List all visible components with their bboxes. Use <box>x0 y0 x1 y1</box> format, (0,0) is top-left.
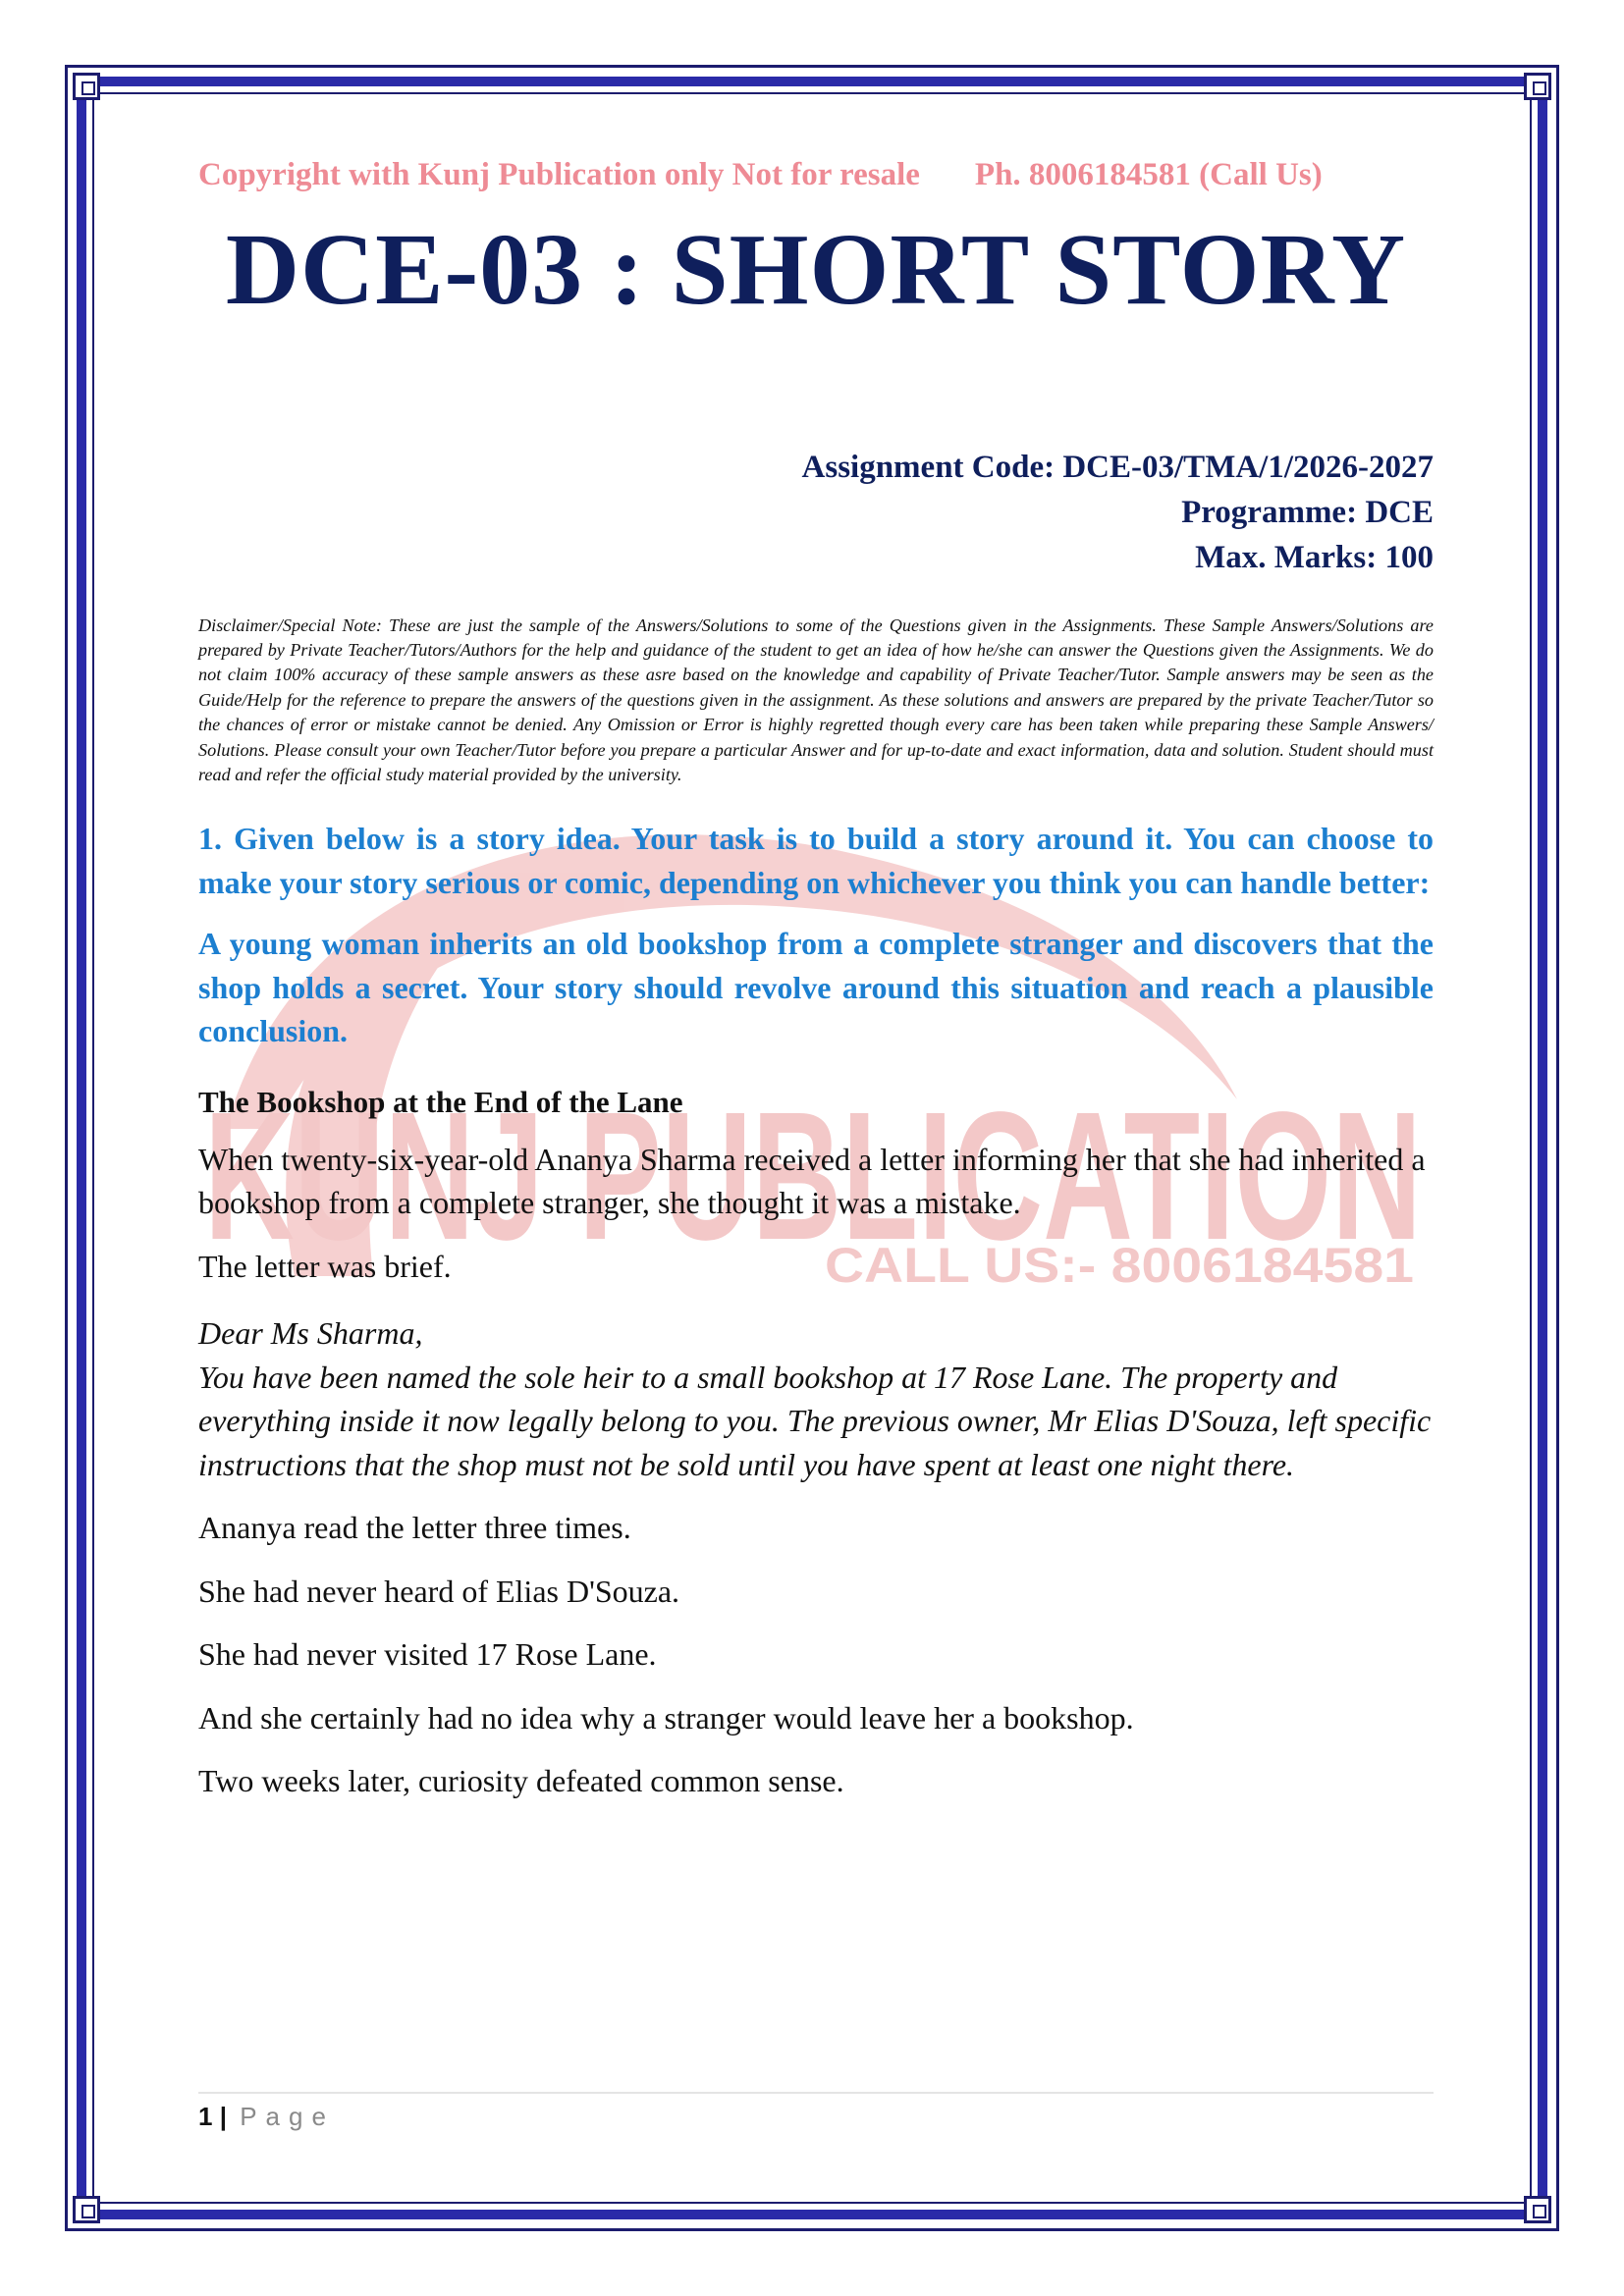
letter-salutation: Dear Ms Sharma, <box>198 1315 423 1352</box>
letter-body: You have been named the sole heir to a small bookshop at 17 Rose Lane. The property and everything inside it now legally belong to you. The previous owner, Mr Elias D'Souza, left specific instructions that the shop must not be sold until you have spent at least one night there. <box>198 1359 1432 1482</box>
page-label: Page <box>240 2102 335 2131</box>
story-title: The Bookshop at the End of the Lane <box>198 1084 683 1119</box>
corner-ornament-bottom-left <box>73 2196 100 2223</box>
footer-separator: | <box>219 2102 227 2131</box>
page-footer <box>198 2102 335 2132</box>
story-paragraph: When twenty-six-year-old Ananya Sharma received a letter informing her that she had inherited a bookshop from a complete stranger, she thought it was a mistake. <box>198 1141 1426 1221</box>
watermark-call-text: CALL US:- 8006184581 <box>825 1238 1414 1293</box>
phone-text: Ph. 8006184581 (Call Us) <box>974 157 1323 192</box>
programme: Programme: DCE <box>1181 494 1434 530</box>
assignment-code: Assignment Code: DCE-03/TMA/1/2026-2027 <box>801 449 1434 485</box>
story-paragraph: She had never heard of Elias D'Souza. <box>198 1573 680 1609</box>
question-story-idea: A young woman inherits an old bookshop from a complete stranger and discovers that the shop holds a secret. Your story should revolve around this situation and reach a plausible conclusion. <box>198 926 1434 1049</box>
question-prompt: 1. Given below is a story idea. Your task is to build a story around it. You can choose to make your story serious or comic, depending on whichever you think you can handle better: <box>198 821 1434 900</box>
max-marks: Max. Marks: 100 <box>1195 539 1434 575</box>
copyright-text: Copyright with Kunj Publication only Not for resale <box>198 157 920 192</box>
corner-ornament-top-right <box>1524 73 1551 100</box>
footer-divider <box>198 2092 1434 2094</box>
copyright-line <box>198 157 1434 193</box>
page-content <box>198 157 1434 1803</box>
corner-ornament-top-left <box>73 73 100 100</box>
story-paragraph: And she certainly had no idea why a stranger would leave her a bookshop. <box>198 1699 1134 1735</box>
disclaimer-note: Disclaimer/Special Note: These are just the sample of the Answers/Solutions to some of the Questions given in the Assignments. These Sample Answers/Solutions are prepared by Private Teacher/Tutors/Authors for the help and guidance of the student to get an idea of how he/she can answer the Questions given the Assignments. We do not claim 100% accuracy of these sample answers as these asre based on the knowledge and capability of Private Teacher/Tutor. Sample answers may be seen as the Guide/Help for the reference to prepare the answers of the questions given in the assignment. As these solutions and answers are prepared by the private Teacher/Tutor so the chances of error or mistake cannot be denied. Any Omission or Error is highly regretted though every care has been taken while preparing these Sample Answers/ Solutions. Please consult your own Teacher/Tutor before you prepare a particular Answer and for up-to-date and exact information, data and solution. Student should must read and refer the official study material provided by the university. <box>198 614 1434 785</box>
document-title: DCE-03 : SHORT STORY <box>225 213 1407 326</box>
page-number: 1 <box>198 2102 213 2131</box>
story-paragraph: Ananya read the letter three times. <box>198 1510 631 1546</box>
story-paragraph: She had never visited 17 Rose Lane. <box>198 1636 657 1673</box>
corner-ornament-bottom-right <box>1524 2196 1551 2223</box>
assignment-meta <box>198 445 1434 580</box>
watermark-brand-text: KUNJ PUBLICATION <box>204 1075 1422 1278</box>
story-paragraph: The letter was brief. <box>198 1248 452 1284</box>
story-paragraph: Two weeks later, curiosity defeated common sense. <box>198 1763 844 1799</box>
letter-text <box>198 1311 1434 1486</box>
